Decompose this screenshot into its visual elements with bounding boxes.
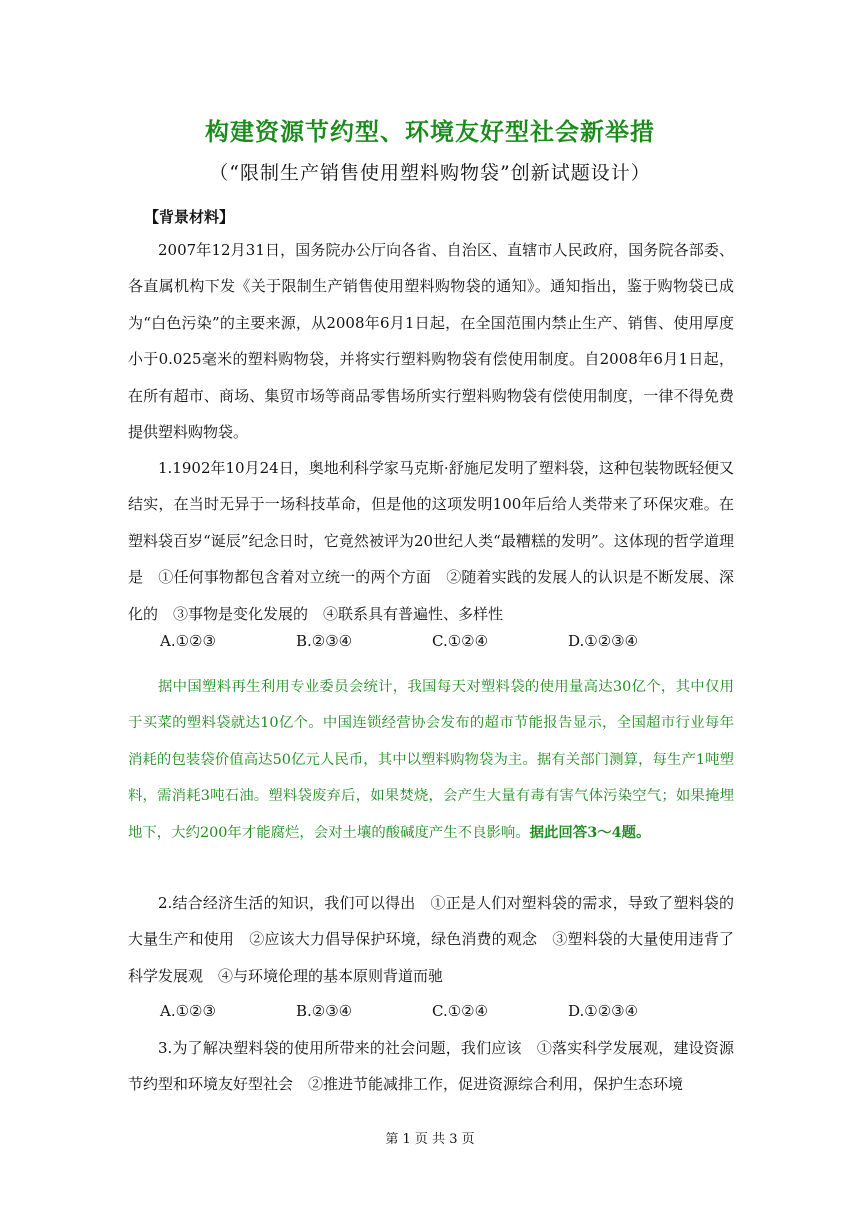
material-instruction: 据此回答3～4题。 [529, 823, 651, 841]
q1-option-b: B.②③④ [296, 632, 353, 650]
material-paragraph [128, 669, 734, 851]
q2-option-d: D.①②③④ [568, 1002, 639, 1020]
q2-option-c: C.①②④ [432, 1002, 489, 1020]
q1-option-d: D.①②③④ [568, 632, 639, 650]
q2-option-b: B.②③④ [296, 1002, 353, 1020]
question-2-stem: 2.结合经济生活的知识，我们可以得出 ①正是人们对塑料袋的需求，导致了塑料袋的大量生产和使用 ②应该大力倡导保护环境，绿色消费的观念 ③塑料袋的大量使用违背了科学发展观 ④与环境伦理的基本原则背道而驰 [128, 894, 734, 985]
question-1-stem: 1.1902年10月24日，奥地利科学家马克斯·舒施尼发明了塑料袋，这种包装物既轻便又结实，在当时无异于一场科技革命，但是他的这项发明100年后给人类带来了环保灾难。在塑料袋百岁“诞辰”纪念日时，它竟然被评为20世纪人类“最糟糕的发明”。这体现的哲学道理是 ①任何事物都包含着对立统一的两个方面 ②随着实践的发展人的认识是不断发展、深化的 ③事物是变化发展的 ④联系具有普遍性、多样性 [128, 459, 734, 623]
q1-option-c: C.①②④ [432, 632, 489, 650]
document-title: 构建资源节约型、环境友好型社会新举措 [205, 117, 655, 146]
background-heading: 【背景材料】 [144, 208, 235, 226]
question-1-options [160, 632, 720, 652]
background-paragraph: 2007年12月31日，国务院办公厅向各省、自治区、直辖市人民政府，国务院各部委、各直属机构下发《关于限制生产销售使用塑料购物袋的通知》。通知指出，鉴于购物袋已成为“白色污染”的主要来源，从2008年6月1日起，在全国范围内禁止生产、销售、使用厚度小于0.025毫米的塑料购物袋，并将实行塑料购物袋有偿使用制度。自2008年6月1日起，在所有超市、商场、集贸市场等商品零售场所实行塑料购物袋有偿使用制度，一律不得免费提供塑料购物袋。 [128, 241, 734, 442]
q2-option-a: A.①②③ [160, 1002, 216, 1020]
page-footer: 第 1 页 共 3 页 [385, 1132, 475, 1147]
material-text: 据中国塑料再生利用专业委员会统计，我国每天对塑料袋的使用量高达30亿个，其中仅用于买菜的塑料袋就达10亿个。中国连锁经营协会发布的超市节能报告显示，全国超市行业每年消耗的包装袋价值高达50亿元人民币，其中以塑料购物袋为主。据有关部门测算，每生产1吨塑料，需消耗3吨石油。塑料袋废弃后，如果焚烧，会产生大量有毒有害气体污染空气；如果掩埋地下，大约200年才能腐烂，会对土壤的酸碱度产生不良影响。 [128, 679, 734, 841]
document-subtitle: （“限制生产销售使用塑料购物袋”创新试题设计） [209, 162, 651, 184]
question-2-options [160, 1002, 720, 1022]
question-3-stem: 3.为了解决塑料袋的使用所带来的社会问题，我们应该 ①落实科学发展观，建设资源节约型和环境友好型社会 ②推进节能减排工作，促进资源综合利用，保护生态环境 [128, 1039, 734, 1094]
q1-option-a: A.①②③ [160, 632, 216, 650]
